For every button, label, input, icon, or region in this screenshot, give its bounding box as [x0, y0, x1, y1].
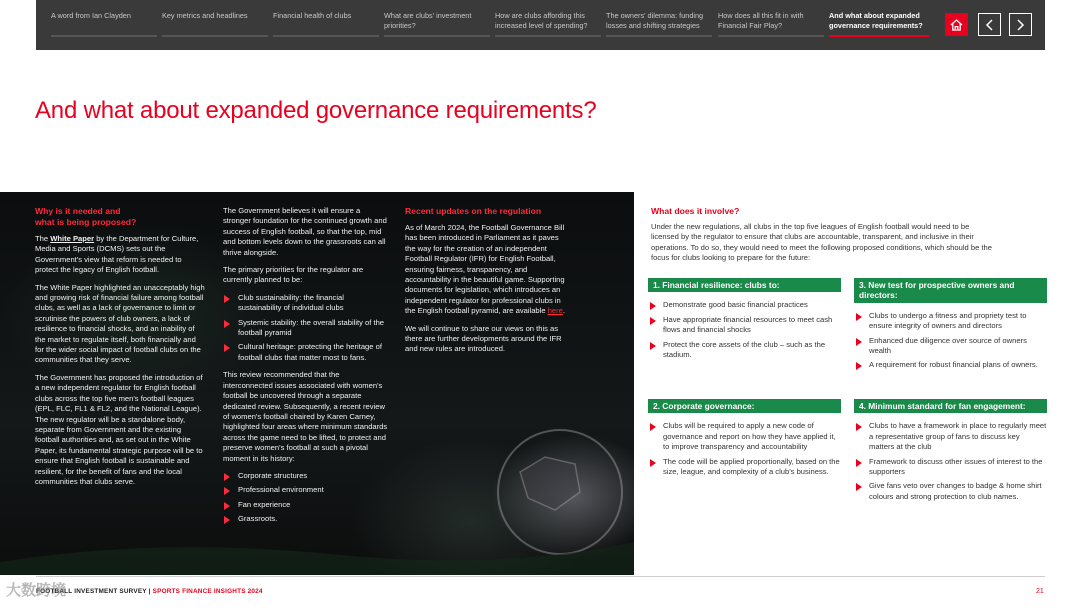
- bullet-triangle-icon: [224, 473, 230, 481]
- footer-divider: [36, 576, 1045, 577]
- paragraph: This review recommended that the interconnected issues associated with women's football be uncovered through a separate dedicated review. Subsequently, a recent review of women's football chaired by Karen Carney, highlighted four areas where minimum standards across the game need to be lifted, to protect and preserve women's football at such a pivotal moment in its history:: [223, 370, 388, 463]
- condition-box-owners-test: [854, 278, 1047, 375]
- nav-item-financial-health[interactable]: Financial health of clubs: [273, 11, 352, 20]
- list-item: The code will be applied proportionally, based on the size, league, and complexity of a club's business.: [648, 457, 841, 478]
- bullet-triangle-icon: [650, 342, 656, 350]
- list-item: Give fans veto over changes to badge & home shirt colours and strong protection to club names.: [854, 481, 1047, 502]
- nav-underline: [162, 35, 268, 37]
- condition-box-title: 3. New test for prospective owners and directors:: [854, 278, 1047, 303]
- list-item: Clubs to have a framework in place to regularly meet a representative group of fans to discuss key matters at the club: [854, 421, 1047, 452]
- list-item: Enhanced due diligence over source of owners wealth: [854, 336, 1047, 357]
- home-icon: [950, 19, 963, 31]
- section-heading: Why is it needed and what is being proposed?: [35, 206, 137, 227]
- section-heading: Recent updates on the regulation: [405, 206, 542, 216]
- nav-item-financial-fair-play[interactable]: How does all this fit in with Financial Fair Play?: [718, 11, 804, 30]
- list-item: Cultural heritage: protecting the heritage of football clubs that matter most to fans.: [223, 342, 389, 363]
- dark-background-panel: [0, 192, 634, 575]
- bullet-triangle-icon: [224, 516, 230, 524]
- next-page-button[interactable]: [1009, 13, 1032, 36]
- paragraph: The primary priorities for the regulator are currently planned to be:: [223, 265, 364, 285]
- bullet-triangle-icon: [856, 362, 862, 370]
- what-does-it-involve-section: [651, 206, 1048, 264]
- nav-item-owners-dilemma[interactable]: The owners' dilemma: funding losses and shifting strategies: [606, 11, 704, 30]
- bullet-triangle-icon: [224, 502, 230, 510]
- condition-box-title: 2. Corporate governance:: [648, 399, 841, 413]
- bullet-triangle-icon: [856, 338, 862, 346]
- paragraph: We will continue to share our views on this as there are further developments around the IFR and new rules are introduced.: [405, 323, 562, 354]
- previous-page-button[interactable]: [978, 13, 1001, 36]
- chevron-left-icon: [985, 19, 994, 31]
- top-navigation: [36, 0, 1045, 50]
- intro-paragraph: Under the new regulations, all clubs in the top five leagues of English football would need to be licensed by the regulator to ensure that clubs are accountable, transparent, and inclusive in their operations. To do so, they would need to meet the following proposed conditions, which should be the focus for clubs looking to prepare for the future:: [651, 222, 992, 263]
- watermark: 大数跨境: [6, 582, 67, 599]
- bullet-triangle-icon: [650, 423, 656, 431]
- list-item: Clubs will be required to apply a new code of governance and report on how they have applied it, to improve transparency and accountability: [648, 421, 841, 452]
- priorities-list: [223, 293, 389, 363]
- chevron-right-icon: [1016, 19, 1025, 31]
- bullet-triangle-icon: [856, 459, 862, 467]
- bullet-triangle-icon: [224, 320, 230, 328]
- nav-underline: [495, 35, 601, 37]
- list-item: Protect the core assets of the club – such as the stadium.: [648, 340, 841, 361]
- column-government: [223, 206, 389, 532]
- paragraph: The Government has proposed the introduction of a new independent regulator for English football clubs across the top five men's football leagues (EPL, FLC, FL1 & FL2, and the National League). The new regulator will be a standalone body, separate from Government and the existing football authorities and, as set out in the White Paper, its fundamental strategic purpose will be to ensure that English football is sustainable and resilient, for the benefit of fans and the local communities that clubs serve.: [35, 372, 203, 486]
- list-item: Demonstrate good basic financial practices: [648, 300, 841, 310]
- nav-underline: [273, 35, 379, 37]
- nav-underline: [384, 35, 490, 37]
- home-button[interactable]: [945, 13, 968, 36]
- list-item: Clubs to undergo a fitness and propriety test to ensure integrity of owners and directors: [854, 311, 1047, 332]
- list-item: Grassroots.: [223, 514, 389, 524]
- bullet-triangle-icon: [650, 459, 656, 467]
- column-why-needed: [35, 206, 205, 494]
- nav-item-governance[interactable]: And what about expanded governance requirements?: [829, 11, 923, 30]
- list-item: Club sustainability: the financial sustainability of individual clubs: [223, 293, 389, 314]
- condition-box-financial-resilience: [648, 278, 841, 364]
- list-item: Systemic stability: the overall stability of the football pyramid: [223, 318, 389, 339]
- bullet-triangle-icon: [650, 317, 656, 325]
- nav-item-word-from[interactable]: A word from Ian Clayden: [51, 11, 131, 20]
- paragraph: The White Paper by the Department for Culture, Media and Sports (DCMS) sets out the Government's view that reform is needed to protect the legacy of English football.: [35, 234, 199, 275]
- list-item: Have appropriate financial resources to meet cash flows and financial shocks: [648, 315, 841, 336]
- page-title: And what about expanded governance requirements?: [35, 97, 597, 124]
- bullet-triangle-icon: [650, 302, 656, 310]
- bullet-triangle-icon: [224, 295, 230, 303]
- bullet-triangle-icon: [224, 344, 230, 352]
- bullet-triangle-icon: [856, 483, 862, 491]
- nav-underline: [51, 35, 157, 37]
- condition-box-title: 1. Financial resilience: clubs to:: [648, 278, 841, 292]
- list-item: Fan experience: [223, 500, 389, 510]
- list-item: Corporate structures: [223, 471, 389, 481]
- condition-box-corporate-governance: [648, 399, 841, 481]
- nav-item-investment-priorities[interactable]: What are clubs' investment priorities?: [384, 11, 472, 30]
- bullet-triangle-icon: [224, 487, 230, 495]
- areas-list: [223, 471, 389, 525]
- white-paper-link[interactable]: White Paper: [50, 234, 95, 243]
- list-item: Professional environment: [223, 485, 389, 495]
- paragraph: The Government believes it will ensure a stronger foundation for the continued growth and success of English football, so that the top, mid and bottom levels down to the grassroots can all thrive alongside.: [223, 206, 387, 257]
- bullet-triangle-icon: [856, 313, 862, 321]
- list-item: Framework to discuss other issues of interest to the supporters: [854, 457, 1047, 478]
- nav-item-key-metrics[interactable]: Key metrics and headlines: [162, 11, 248, 20]
- bullet-triangle-icon: [856, 423, 862, 431]
- footer-publication: FOOTBALL INVESTMENT SURVEY | SPORTS FINANCE INSIGHTS 2024: [36, 588, 263, 595]
- nav-underline-active: [829, 35, 929, 37]
- section-heading: What does it involve?: [651, 206, 740, 216]
- nav-underline: [718, 35, 824, 37]
- paragraph: As of March 2024, the Football Governance Bill has been introduced in Parliament as it paves the way for the creation of an independent Football Regulator (IFR) for English Football, ensuring fairness, transparency, and accountability in the beautiful game. Supporting documents for legislation, which introduces an independent regulator for professional clubs in the English football pyramid, are available here.: [405, 223, 566, 316]
- page-number: 21: [1036, 588, 1044, 595]
- list-item: A requirement for robust financial plans of owners.: [854, 360, 1047, 370]
- nav-underline: [606, 35, 712, 37]
- nav-item-affording-spending[interactable]: How are clubs affording this increased level of spending?: [495, 11, 588, 30]
- here-link[interactable]: here: [547, 306, 563, 316]
- column-recent-updates: [405, 206, 567, 362]
- condition-box-title: 4. Minimum standard for fan engagement:: [854, 399, 1047, 413]
- condition-box-fan-engagement: [854, 399, 1047, 506]
- paragraph: The White Paper highlighted an unacceptably high and growing risk of financial failure among football clubs, as well as a lack of governance to limit or scrutinise the powers of club owners, a lack of resilience to financial shocks, and an inability of the market to regulate itself, both financially and for the wider social impact of football clubs on the communities that they serve.: [35, 282, 205, 365]
